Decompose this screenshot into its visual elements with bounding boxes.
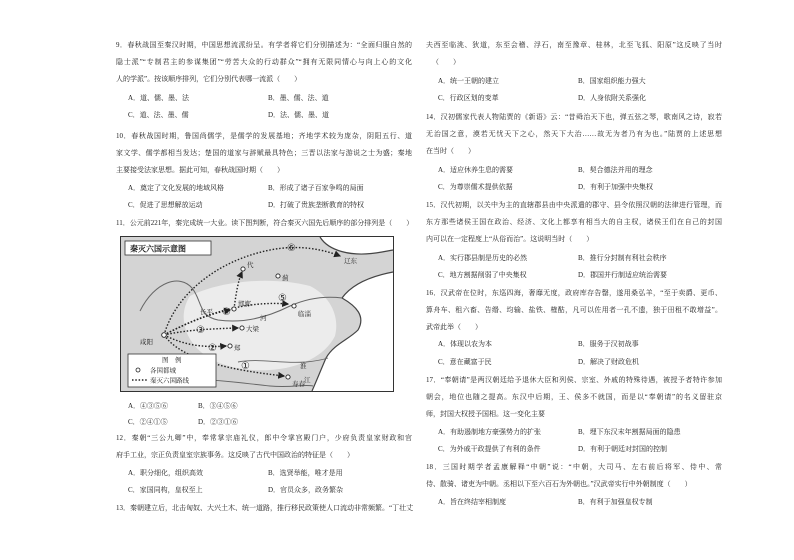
q11-option-d: D．②③①⑥ (198, 418, 239, 426)
q14-option-b: B．契合德法并用的理念 (578, 166, 653, 174)
q16-stem-line: 算舟车、租六畜、告缗、均输、盐铁、榷酤，凡可以佐用者一孔不遗，独于田租不敢增益”。 (426, 306, 722, 314)
q12-option-d: D．官员众多，政务繁杂 (268, 486, 344, 494)
q10-option-b: B．形成了诸子百家争鸣的局面 (268, 184, 364, 192)
q16-option-a: A．体现以农为本 (438, 340, 493, 348)
q11-option-c: C．②④①⑤ (128, 418, 168, 426)
q16-option-b: B．服务于汉初战事 (578, 340, 639, 348)
q10-option-d: D．打破了贵族垄断教育的特权 (268, 201, 365, 209)
q10-stem-line: 家文学、儒学都相当发达；楚国的道家与辞赋最具特色；三晋以法家与游说之士为盛；秦地 (116, 149, 412, 157)
capital-marker-daliang (240, 326, 244, 330)
q15-stem-line: 内可以在一定程度上“从俗而治”。这说明当时（ ） (426, 235, 594, 243)
marker-1: ① (241, 361, 250, 372)
q17-option-b: B．埋下东汉末年割据局面的隐患 (578, 428, 681, 436)
q18-option-b: B．有利于加强皇权专制 (578, 498, 653, 506)
place-label-daliang: 大梁 (246, 326, 259, 333)
q17-option-c: C．为外戚干政提供了有利的条件 (438, 445, 541, 453)
q13-stem-line: 夫西至临洮、狄道，东至会稽、浮石，南至豫章、桂林，北至飞狐、阳原”这反映了当时 (426, 41, 722, 49)
q9-stem-line: 隐士派”“专制君主的参谋集团”“劳苦大众的行动群众”“拥有无限同情心与向上心的文化 (116, 58, 412, 66)
q16-option-c: C．意在藏富于民 (438, 358, 492, 366)
q13-option-a: A．统一王朝的建立 (438, 77, 500, 85)
q18-stem-line: 18．三国时期学者孟康解释“中朝”说：“中朝，大司马、左右前后将军、侍中、常 (426, 463, 722, 471)
capital-marker-ji (276, 274, 280, 278)
q14-stem-line: 在当时（ ） (426, 147, 475, 155)
marker-5: ⑤ (278, 293, 287, 304)
place-label-dai: 代 (247, 262, 254, 269)
river-label-huai: 淮 (300, 363, 307, 370)
legend-title: 图 例 (162, 357, 182, 364)
place-label-shouchun: 寿春 (292, 381, 305, 388)
marker-4: ④ (222, 307, 231, 318)
place-label-xianyang: 咸阳 (140, 339, 153, 346)
q14-stem-line: 14．汉初儒家代表人物陆贾的《新语》云：“昔舜治天下也，弹五弦之琴，歌南风之诗，寂若 (426, 113, 722, 121)
q14-stem-line: 无治国之意，漠若无忧天下之心，然天下大治……故无为者乃有为也。”陆贾的上述思想 (426, 130, 722, 138)
q18-stem-line: 侍、散骑、诸吏为中朝。丞相以下至六百石为外朝也。”汉武帝实行中外朝制度（ ） (426, 480, 692, 488)
q9-option-b: B．墨、儒、法、道 (268, 94, 329, 102)
q16-stem-line: 16．汉武帝在位时，东巡四海，奢靡无度，政府库存告罄，遂用桑弘羊，“至于卖爵、更币、 (426, 289, 722, 297)
q9-option-c: C．道、法、墨、儒 (128, 111, 189, 119)
q17-stem-line: 师，封国大权授予国相。这一变化主要 (426, 410, 545, 418)
legend-capital-label: 各国都城 (150, 367, 176, 375)
capital-marker-handan (232, 307, 236, 311)
map-title: 秦灭六国示意图 (130, 244, 186, 254)
q13-option-c: C．行政区划的变革 (438, 94, 499, 102)
q14-option-d: D．有利于加强中央集权 (578, 183, 654, 191)
q10-stem-line: 主要接受法家思想。据此可知，春秋战国时期（ ） (116, 166, 284, 174)
q17-option-a: A．有助遏制地方豪强势力的扩张 (438, 428, 542, 436)
q15-option-d: D．郡国并行制适应统治需要 (578, 271, 668, 279)
capital-marker-shouchun (286, 375, 290, 379)
q10-stem-line: 10．春秋战国时期，鲁国尚儒学，是儒学的发展基地；齐地学术较为庞杂，阴阳五行、道 (116, 132, 412, 140)
q16-option-d: D．解决了财政危机 (578, 358, 640, 366)
q10-option-a: A．奠定了文化发展的地域风格 (128, 184, 225, 192)
q13-option-b: B．国家组织能力强大 (578, 77, 646, 85)
river-label-jiang: 江 (304, 377, 311, 384)
marker-3: ③ (196, 325, 205, 336)
q13-answer-blank: （ ） (432, 58, 460, 66)
q13-option-d: D．人身依附关系强化 (578, 94, 647, 102)
q11-stem-line: 11．公元前221年，秦完成统一大业。读下图判断，符合秦灭六国先后顺序的部分排列是（ ） (116, 219, 414, 227)
q9-option-a: A．道、儒、墨、法 (128, 94, 190, 102)
place-label-zheng: 郑 (234, 345, 241, 352)
place-label-changping: 长平 (200, 309, 213, 316)
q12-option-c: C．家国同构，皇权至上 (128, 486, 203, 494)
q17-stem-line: 17．“奉朝请”是两汉朝廷给予退休大臣和列侯、宗室、外戚的特殊待遇，被授予者特许参加 (426, 376, 722, 384)
qin-unification-map (120, 236, 394, 392)
legend-capital-symbol (136, 368, 140, 372)
place-label-handan: 邯郸 (238, 301, 251, 308)
q16-stem-line: 武帝此举（ ） (426, 323, 482, 331)
q12-stem-line: 12．秦朝“三公九卿”中，奉常掌宗庙礼仪，郎中令掌宫殿门户，少府负责皇家财政和官 (116, 434, 412, 442)
capital-marker-xianyang (162, 333, 167, 338)
q14-option-a: A．适应休养生息的需要 (438, 166, 514, 174)
capital-marker-dai (241, 267, 245, 271)
marker-6: ⑥ (287, 243, 296, 254)
q11-option-b: B．③④⑤⑥ (198, 402, 238, 410)
q12-stem-line: 府手工业，宗正负责皇室宗族事务。这反映了古代中国政治的特征是（ ） (116, 451, 354, 459)
q14-option-c: C．为尊崇儒术提供依据 (438, 183, 513, 191)
q15-option-a: A．实行郡县制是历史的必然 (438, 254, 528, 262)
q11-option-a: A．④③⑤⑥ (128, 402, 169, 410)
place-label-linzi: 临淄 (298, 311, 311, 318)
capital-marker-zheng (228, 344, 232, 348)
q13-stem-line: 13．秦朝建立后，北击匈奴、大兴土木、统一道路，推行移民政策使人口流动非常频繁。“丁壮丈 (116, 504, 414, 512)
legend-route-label: 秦灭六国路线 (150, 377, 189, 385)
q17-option-d: D．有利于朝廷对封国的控制 (578, 445, 668, 453)
q9-option-d: D．法、儒、墨、道 (268, 111, 330, 119)
q18-option-a: A．旨在终结宰相制度 (438, 498, 507, 506)
q15-stem-line: 东方那些诸侯王国在政治、经济、文化上都享有相当大的自主权，诸侯王们在自己的封国 (426, 218, 722, 226)
q15-stem-line: 15．汉代初期，以关中为主的直辖郡县由中央派遣的郡守、县令依照汉朝的法律进行管理，而 (426, 201, 722, 209)
river-label-he: 河 (260, 315, 267, 322)
marker-2: ② (208, 343, 217, 354)
q12-option-b: B．选贤举能，唯才是用 (268, 469, 343, 477)
q15-option-b: B．推行分封制有利社会秩序 (578, 254, 667, 262)
q10-option-c: C．促进了思想解放运动 (128, 201, 203, 209)
q12-option-a: A．职分细化，组织高效 (128, 469, 204, 477)
q9-stem-line: 9．春秋战国至秦汉时期，中国思想流派纷呈。有学者将它们分别描述为：“全面归服自然的 (116, 41, 412, 49)
capital-marker-linzi (292, 304, 296, 308)
q15-option-c: C．地方割据削弱了中央集权 (438, 271, 527, 279)
place-label-liaodong: 辽东 (344, 258, 357, 265)
q9-stem-line: 人的学派”。按该顺序排列，它们分别代表哪一流派（ ） (116, 75, 302, 83)
q17-stem-line: 朝会，地位也随之提高。东汉中后期，王、侯多不就国，而是以“奉朝请”的名义留驻京 (426, 393, 722, 401)
place-label-ji: 蓟 (282, 275, 289, 282)
